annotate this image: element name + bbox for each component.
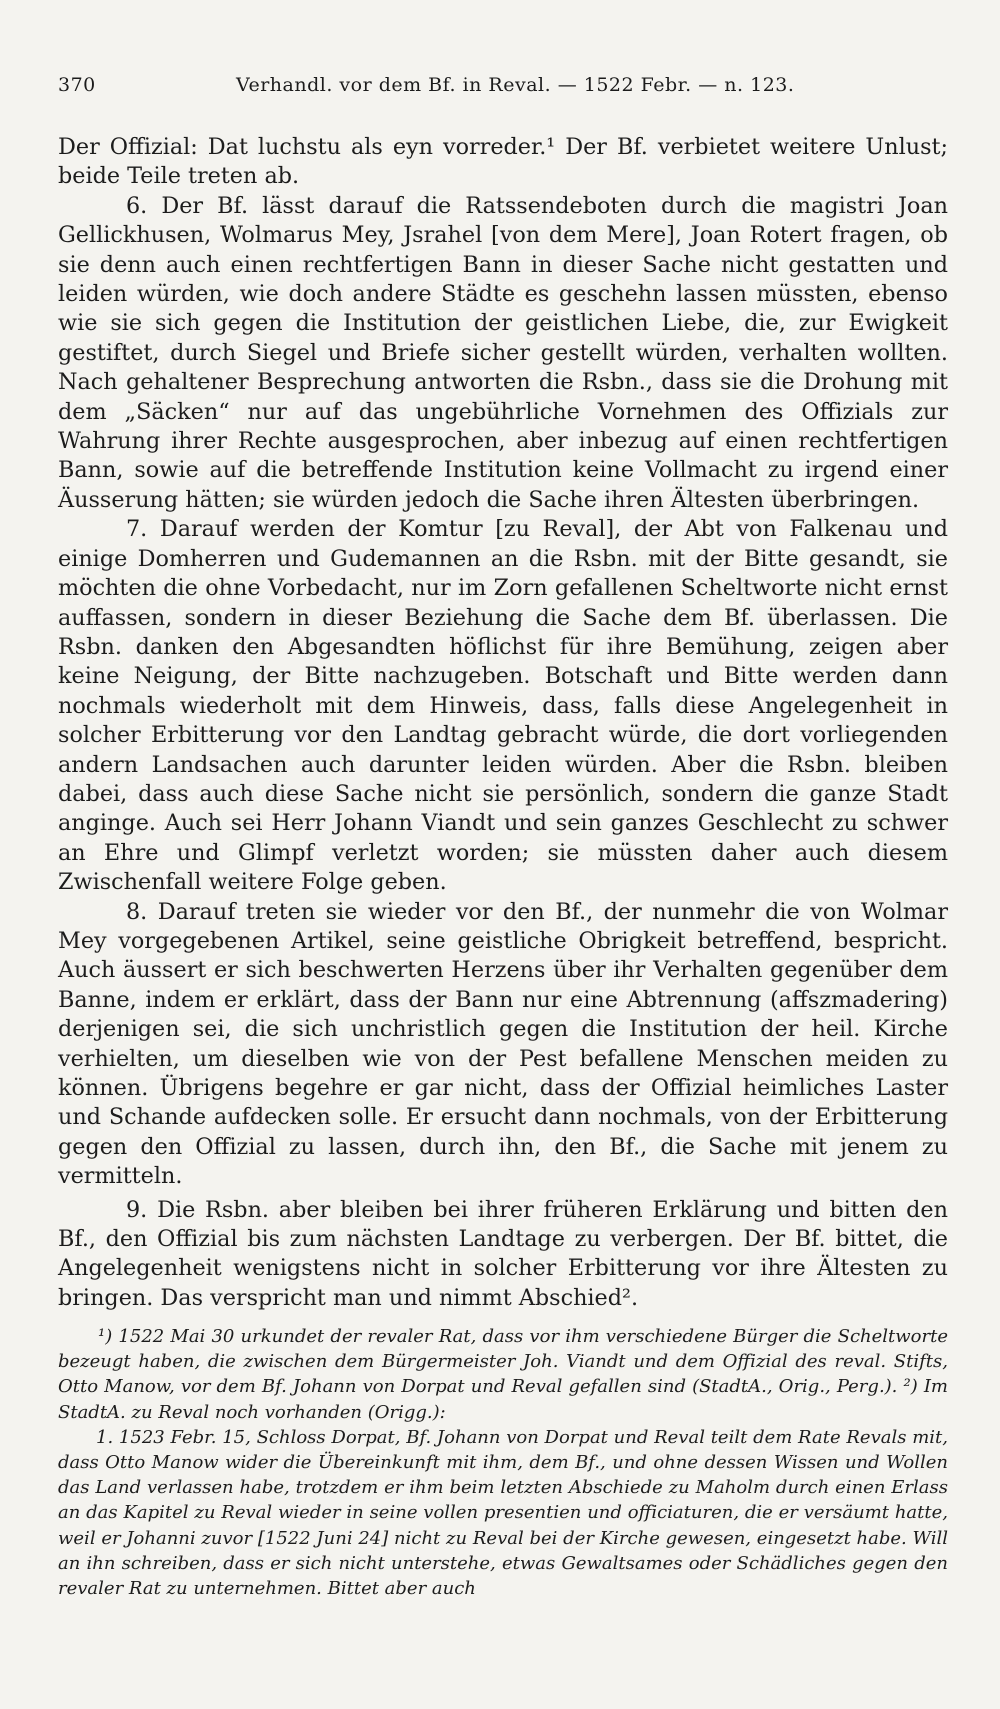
footnote-item-1: 1. 1523 Febr. 15, Schloss Dorpat, Bf. Johann von Dorpat und Reval teilt dem Rate Revals mit, dass Otto Manow wider die Übereinkunft mit ihm, dem Bf., und ohne dessen Wissen und Wollen das Land verlassen habe, trotzdem er ihm beim letzten Abschiede zu Maholm durch einen Erlass an das Kapitel zu Reval wieder in seine vollen presentien und officiaturen, die er versäumt hatte, weil er Johanni zuvor [1522 Juni 24] nicht zu Reval bei der Kirche gewesen, eingesetzt habe. Will an ihn schreiben, dass er sich nicht unterstehe, etwas Gewaltsames oder Schädliches gegen den revaler Rat zu unternehmen. Bittet aber auch [58,1426,948,1600]
paragraph-offizial-dialogue: Der Offizial: Dat luchstu als eyn vorreder.¹ Der Bf. verbietet weitere Unlust; beide Teile treten ab. [58,134,948,190]
paragraph-6: 6. Der Bf. lässt darauf die Ratssendeboten durch die magistri Joan Gellickhusen, Wolmarus Mey, Jsrahel [von dem Mere], Joan Rotert fragen, ob sie denn auch einen rechtfertigen Bann in dieser Sache nicht gestatten und leiden würden, wie doch andere Städte es geschehn lassen müssten, ebenso wie sie sich gegen die Institution der geistlichen Liebe, die, zur Ewigkeit gestiftet, durch Siegel und Briefe sicher gestellt würden, verhalten wollten. Nach gehaltener Besprechung antworten die Rsbn., dass sie die Drohung mit dem „Säcken“ nur auf das ungebührliche Vornehmen des Offizials zur Wahrung ihrer Rechte ausgesprochen, aber inbezug auf einen rechtfertigen Bann, sowie auf die betreffende Institution keine Vollmacht zu irgend einer Äusserung hätten; sie würden jedoch die Sache ihren Ältesten überbringen. [58,192,948,513]
paragraph-7: 7. Darauf werden der Komtur [zu Reval], der Abt von Falkenau und einige Domherren und Gudemannen an die Rsbn. mit der Bitte gesandt, sie möchten die ohne Vorbedacht, nur im Zorn gefallenen Scheltworte nicht ernst auffassen, sondern in dieser Beziehung die Sache dem Bf. überlassen. Die Rsbn. danken den Abgesandten höflichst für ihre Bemühung, zeigen aber keine Neigung, der Bitte nachzugeben. Botschaft und Bitte werden dann nochmals wiederholt mit dem Hinweis, dass, falls diese Angelegenheit in solcher Erbitterung vor den Landtag gebracht würde, die dort vorliegenden andern Landsachen auch darunter leiden würden. Aber die Rsbn. bleiben dabei, dass auch diese Sache nicht sie persönlich, sondern die ganze Stadt anginge. Auch sei Herr Johann Viandt und sein ganzes Geschlecht zu schwer an Ehre und Glimpf verletzt worden; sie müssten daher auch diesem Zwischenfall weitere Folge geben. [58,516,948,896]
page-number: 370 [58,74,96,96]
main-text [58,133,948,1313]
running-header [58,74,930,104]
footnotes [58,1324,948,1601]
paragraph-9: 9. Die Rsbn. aber bleiben bei ihrer früheren Erklärung und bitten den Bf., den Offizial bis zum nächsten Landtage zu verbergen. Der Bf. bittet, die Angelegenheit wenigstens nicht in solcher Erbitterung vor ihre Ältesten zu bringen. Das verspricht man und nimmt Abschied². [58,1196,948,1311]
running-title: Verhandl. vor dem Bf. in Reval. — 1522 Febr. — n. 123. [236,74,795,96]
paragraph-8: 8. Darauf treten sie wieder vor den Bf., der nunmehr die von Wolmar Mey vorgegebenen Artikel, seine geistliche Obrigkeit betreffend, bespricht. Auch äussert er sich beschwerten Herzens über ihr Verhalten gegenüber dem Banne, indem er erklärt, dass der Bann nur eine Abtrennung (affszmadering) derjenigen sei, die sich unchristlich gegen die Institution der heil. Kirche verhielten, um dieselben wie von der Pest befallene Menschen meiden zu können. Übrigens begehre er gar nicht, dass der Offizial heimliches Laster und Schande aufdecken solle. Er ersucht dann nochmals, von der Erbitterung gegen den Offizial zu lassen, durch ihn, den Bf., die Sache mit jenem zu vermitteln. [58,898,948,1190]
footnote-1-2: ¹) 1522 Mai 30 urkundet der revaler Rat, dass vor ihm verschiedene Bürger die Scheltworte bezeugt haben, die zwischen dem Bürgermeister Joh. Viandt und dem Offizial des reval. Stifts, Otto Manow, vor dem Bf. Johann von Dorpat und Reval gefallen sind (StadtA., Orig., Perg.). ²) Im StadtA. zu Reval noch vorhanden (Origg.): [58,1326,948,1423]
